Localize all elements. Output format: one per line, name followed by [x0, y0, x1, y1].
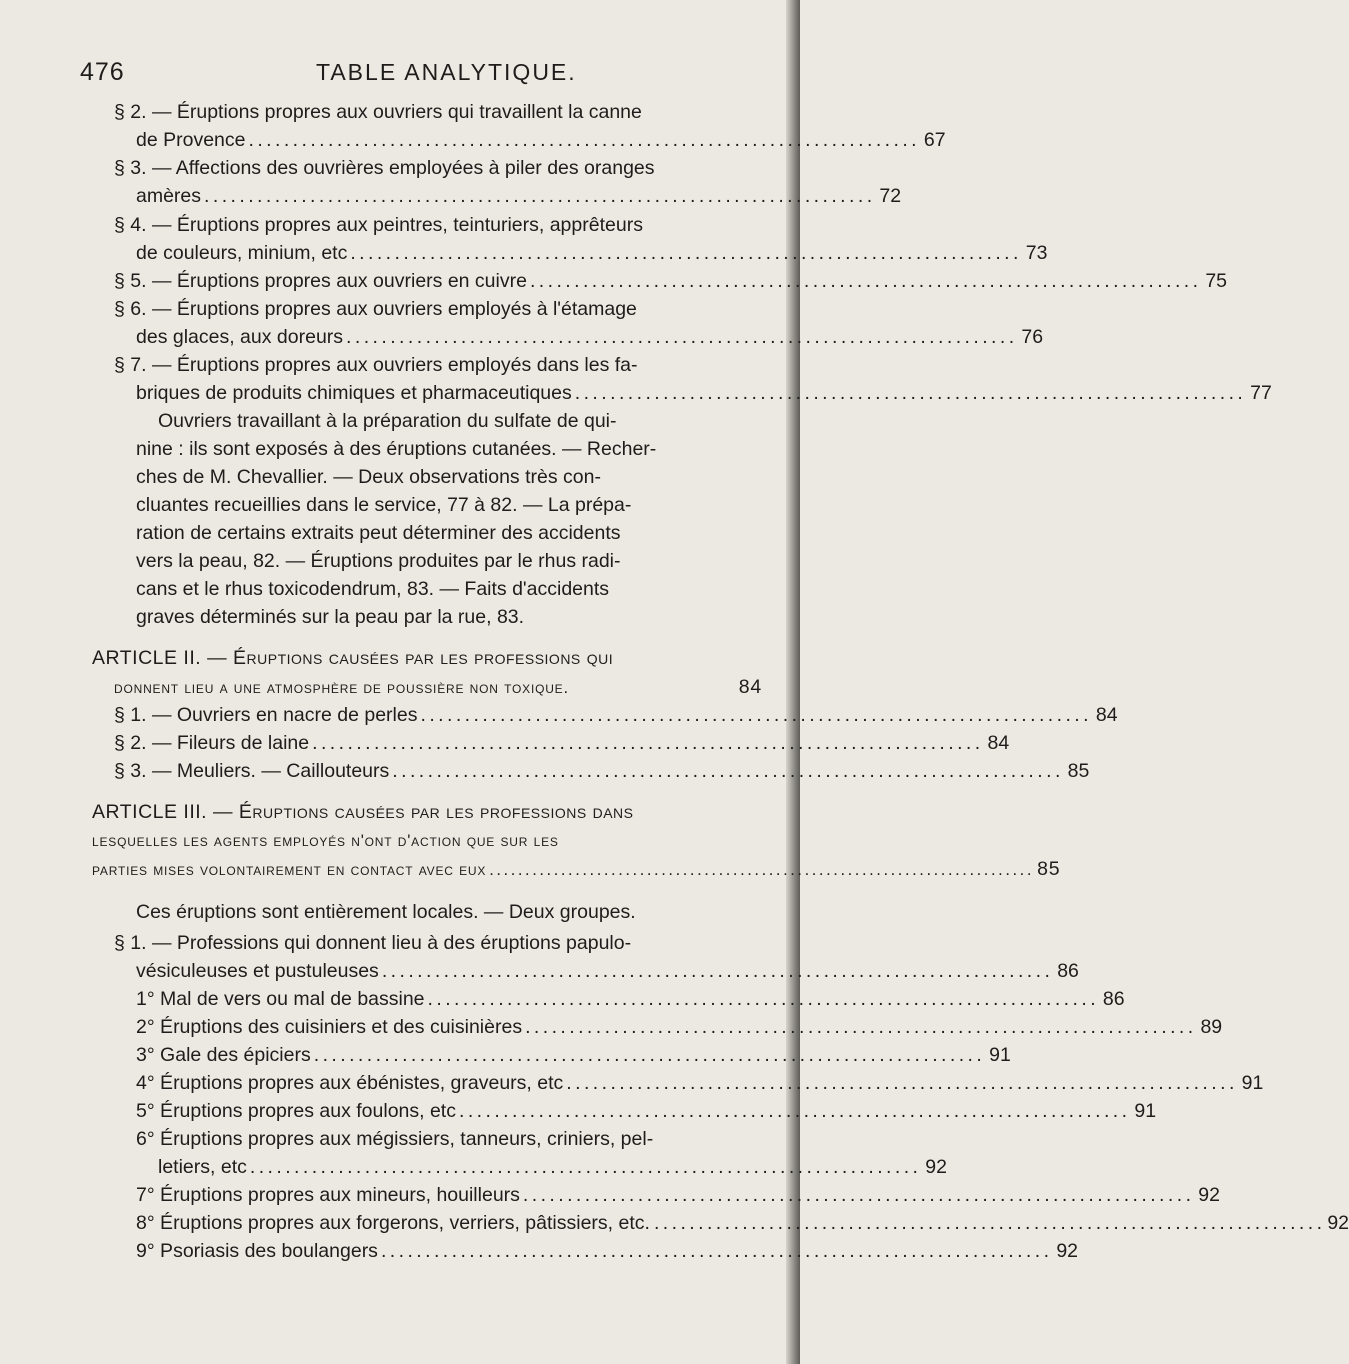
article-heading-continued: parties mises volontairement en contact avec eux . . . 85 — [92, 854, 762, 884]
paragraph-line: ration de certains extraits peut déterminer des accidents — [136, 522, 621, 544]
toc-entry: 2° Éruptions des cuisiniers et des cuisinières . . . 89 — [136, 1012, 762, 1042]
page-header — [0, 58, 800, 94]
article-heading: ARTICLE III. — Éruptions causées par les professions dans — [92, 801, 634, 823]
toc-entry: 1° Mal de vers ou mal de bassine . . . 86 — [136, 984, 762, 1014]
toc-entry: briques de produits chimiques et pharmaceutiques . . . 77 — [136, 378, 762, 408]
toc-entry: de Provence . . . 67 — [136, 125, 762, 155]
paragraph-line: nine : ils sont exposés à des éruptions cutanées. — Recher- — [136, 438, 657, 460]
toc-entry: § 2. — Fileurs de laine . . . 84 — [114, 728, 762, 758]
toc-entry: letiers, etc . . . 92 — [158, 1152, 762, 1182]
toc-entry: 3° Gale des épiciers . . . 91 — [136, 1040, 762, 1070]
paragraph-line: vers la peau, 82. — Éruptions produites par le rhus radi- — [136, 550, 621, 572]
toc-entry: des glaces, aux doreurs . . . 76 — [136, 322, 762, 352]
toc-entry: de couleurs, minium, etc . . . 73 — [136, 238, 762, 268]
toc-entry: 8° Éruptions propres aux forgerons, verriers, pâtissiers, etc. . . . 92 — [136, 1208, 762, 1238]
toc-entry: § 2. — Éruptions propres aux ouvriers qui travaillent la canne — [114, 101, 642, 123]
article-heading: ARTICLE II. — Éruptions causées par les professions qui — [92, 647, 614, 669]
toc-entry: § 5. — Éruptions propres aux ouvriers en cuivre . . . 75 — [114, 266, 762, 296]
toc-entry: § 3. — Affections des ouvrières employées à piler des oranges — [114, 157, 655, 179]
toc-entry: § 6. — Éruptions propres aux ouvriers employés à l'étamage — [114, 298, 637, 320]
toc-entry: 6° Éruptions propres aux mégissiers, tanneurs, criniers, pel- — [136, 1128, 654, 1150]
paragraph-line: cluantes recueillies dans le service, 77 à 82. — La prépa- — [136, 494, 632, 516]
toc-entry: 7° Éruptions propres aux mineurs, houilleurs . . . 92 — [136, 1180, 762, 1210]
toc-entry: 5° Éruptions propres aux foulons, etc . . . 91 — [136, 1096, 762, 1126]
toc-entry: amères . . . 72 — [136, 181, 762, 211]
section-intro: Ces éruptions sont entièrement locales. — Deux groupes. — [136, 901, 636, 923]
paragraph-line: graves déterminés sur la peau par la rue, 83. — [136, 606, 525, 628]
article-heading-continued: lesquelles les agents employés n'ont d'action que sur les — [92, 832, 559, 850]
toc-entry: § 7. — Éruptions propres aux ouvriers employés dans les fa- — [114, 354, 638, 376]
page-number: 476 — [80, 58, 125, 86]
toc-entry: vésiculeuses et pustuleuses . . . 86 — [136, 956, 762, 986]
toc-entry: § 1. — Professions qui donnent lieu à des éruptions papulo- — [114, 932, 632, 954]
toc-entry: § 3. — Meuliers. — Caillouteurs . . . 85 — [114, 756, 762, 786]
toc-entry: 4° Éruptions propres aux ébénistes, graveurs, etc . . . 91 — [136, 1068, 762, 1098]
toc-entry: 9° Psoriasis des boulangers . . . 92 — [136, 1236, 762, 1266]
article-heading-continued: donnent lieu a une atmosphère de poussière non toxique. 84 — [114, 676, 762, 698]
paragraph-line: ches de M. Chevallier. — Deux observations très con- — [136, 466, 601, 488]
running-head-title: TABLE ANALYTIQUE. — [316, 59, 577, 85]
paragraph-line: cans et le rhus toxicodendrum, 83. — Faits d'accidents — [136, 578, 610, 600]
toc-entry: § 1. — Ouvriers en nacre de perles . . . 84 — [114, 700, 762, 730]
toc-entry: § 4. — Éruptions propres aux peintres, teinturiers, apprêteurs — [114, 214, 643, 236]
paragraph-line: Ouvriers travaillant à la préparation du sulfate de qui- — [158, 410, 617, 432]
